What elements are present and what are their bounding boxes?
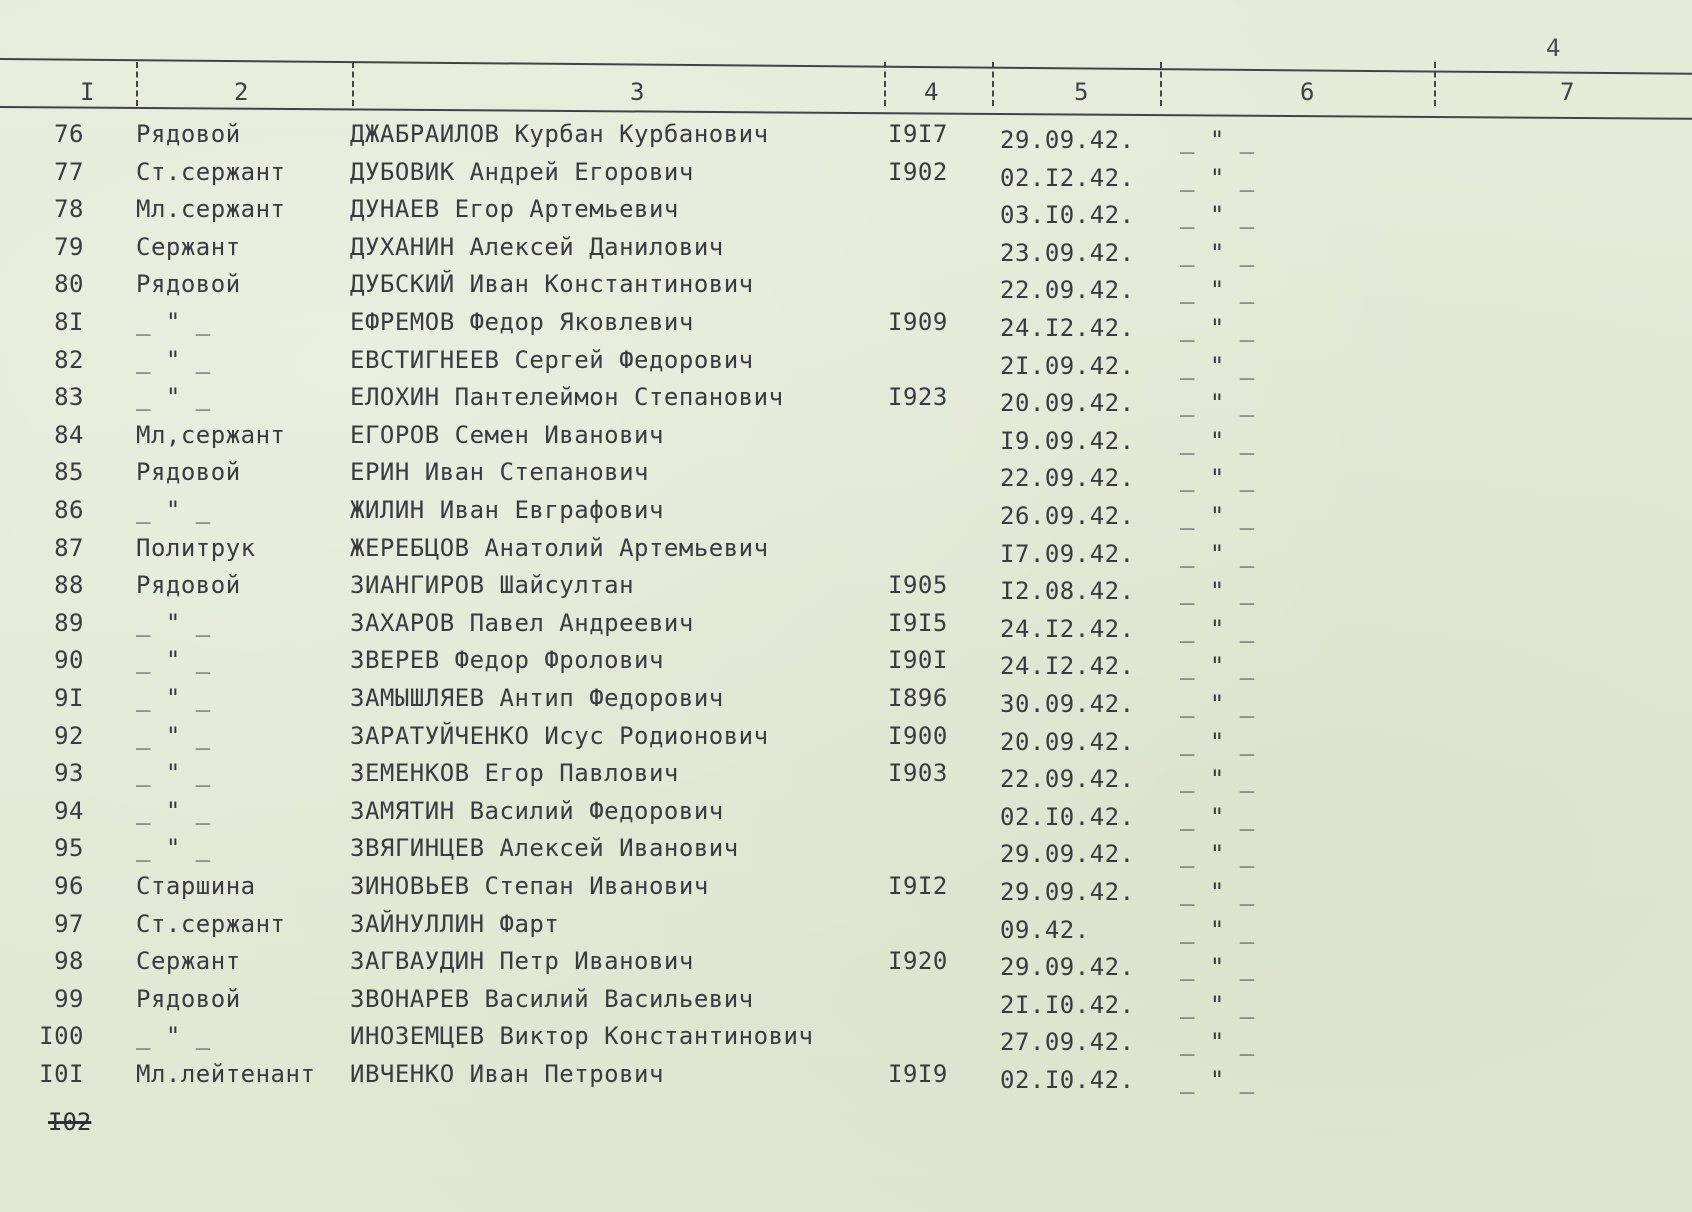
row-full-name: ЖИЛИН Иван Евграфович <box>350 496 664 524</box>
row-rank: _ " _ <box>136 345 211 374</box>
row-number: 85 <box>54 458 84 487</box>
row-date: 24.I2.42. <box>1000 652 1135 681</box>
row-date: 22.09.42. <box>1000 276 1135 305</box>
row-date: 20.09.42. <box>1000 389 1135 418</box>
row-number: 8I <box>54 308 84 336</box>
row-date: I2.08.42. <box>1000 577 1135 606</box>
row-full-name: ЕВСТИГНЕЕВ Сергей Федорович <box>350 345 754 374</box>
row-number: 99 <box>54 984 84 1013</box>
row-rank: Политрук <box>136 533 256 562</box>
row-rank: Сержант <box>136 947 241 976</box>
row-col6-ditto: _ " _ <box>1180 351 1255 380</box>
row-col6-ditto: _ " _ <box>1180 126 1255 154</box>
row-birth-year: I920 <box>888 947 948 976</box>
column-header-3: 3 <box>630 78 645 106</box>
row-date: 29.09.42. <box>1000 840 1135 869</box>
row-number: 79 <box>54 232 84 261</box>
row-full-name: ЗАЙНУЛЛИН Фарт <box>350 909 560 938</box>
row-col6-ditto: _ " _ <box>1180 389 1255 418</box>
row-col6-ditto: _ " _ <box>1180 953 1255 982</box>
row-col6-ditto: _ " _ <box>1180 502 1255 530</box>
row-number: 88 <box>54 571 84 600</box>
row-col6-ditto: _ " _ <box>1180 163 1255 192</box>
row-col6-ditto: _ " _ <box>1180 464 1255 493</box>
row-number: 89 <box>54 608 84 637</box>
row-number: 76 <box>54 120 84 148</box>
page-number: 4 <box>1546 34 1561 62</box>
row-birth-year: I923 <box>888 383 948 412</box>
row-full-name: ИНОЗЕМЦЕВ Виктор Константинович <box>350 1022 814 1051</box>
row-date: 02.I2.42. <box>1000 163 1135 192</box>
column-separator <box>884 62 888 106</box>
row-rank: Рядовой <box>136 458 241 487</box>
row-full-name: ДУНАЕВ Егор Артемьевич <box>350 195 679 224</box>
row-full-name: ЕРИН Иван Степанович <box>350 458 649 487</box>
row-birth-year: I900 <box>888 721 948 750</box>
header-rule-top <box>0 58 1692 75</box>
row-col6-ditto: _ " _ <box>1180 765 1255 794</box>
row-number: 78 <box>54 195 84 224</box>
row-full-name: ЗВЯГИНЦЕВ Алексей Иванович <box>350 834 739 863</box>
row-number: 84 <box>54 420 84 449</box>
row-birth-year: I896 <box>888 684 948 712</box>
row-number: 82 <box>54 345 84 374</box>
row-date: I9.09.42. <box>1000 426 1135 455</box>
row-rank: _ " _ <box>136 383 211 412</box>
row-number: 92 <box>54 721 84 750</box>
row-birth-year: I902 <box>888 157 948 186</box>
row-rank: Мл.сержант <box>136 195 286 224</box>
row-number: I00 <box>39 1022 84 1051</box>
column-separator <box>1434 62 1438 106</box>
row-col6-ditto: _ " _ <box>1180 1066 1255 1094</box>
column-header-7: 7 <box>1560 78 1575 106</box>
row-birth-year: I9I7 <box>888 120 948 148</box>
row-number: I0I <box>39 1060 84 1088</box>
struck-entry-number: I02 <box>48 1108 92 1136</box>
row-full-name: ЗАРАТУЙЧЕНКО Исус Родионович <box>350 721 769 750</box>
row-rank: _ " _ <box>136 759 211 788</box>
row-col6-ditto: _ " _ <box>1180 201 1255 230</box>
row-col6-ditto: _ " _ <box>1180 727 1255 756</box>
row-col6-ditto: _ " _ <box>1180 878 1255 906</box>
row-col6-ditto: _ " _ <box>1180 990 1255 1019</box>
row-full-name: ДЖАБРАИЛОВ Курбан Курбанович <box>350 120 769 148</box>
row-full-name: ИВЧЕНКО Иван Петрович <box>350 1060 664 1088</box>
column-header-2: 2 <box>234 78 249 106</box>
header-rule-bottom <box>0 106 1692 120</box>
row-col6-ditto: _ " _ <box>1180 652 1255 681</box>
row-rank: _ " _ <box>136 646 211 675</box>
row-col6-ditto: _ " _ <box>1180 1028 1255 1057</box>
row-birth-year: I9I9 <box>888 1060 948 1088</box>
row-date: 26.09.42. <box>1000 502 1135 530</box>
row-full-name: ЗАМЫШЛЯЕВ Антип Федорович <box>350 684 724 712</box>
row-date: 29.09.42. <box>1000 878 1135 906</box>
row-rank: _ " _ <box>136 721 211 750</box>
row-col6-ditto: _ " _ <box>1180 840 1255 869</box>
row-date: 03.I0.42. <box>1000 201 1135 230</box>
row-date: 09.42. <box>1000 915 1090 944</box>
row-full-name: ЕГОРОВ Семен Иванович <box>350 420 664 449</box>
row-birth-year: I909 <box>888 308 948 336</box>
row-date: 02.I0.42. <box>1000 802 1135 831</box>
column-separator <box>1160 62 1164 106</box>
row-date: 2I.09.42. <box>1000 351 1135 380</box>
row-full-name: ЗИАНГИРОВ Шайсултан <box>350 571 635 600</box>
row-rank: _ " _ <box>136 496 211 524</box>
row-rank: _ " _ <box>136 308 211 336</box>
row-col6-ditto: _ " _ <box>1180 802 1255 831</box>
column-separator <box>136 62 140 106</box>
row-number: 80 <box>54 270 84 299</box>
row-date: 02.I0.42. <box>1000 1066 1135 1094</box>
row-rank: _ " _ <box>136 834 211 863</box>
row-birth-year: I9I5 <box>888 608 948 637</box>
row-col6-ditto: _ " _ <box>1180 314 1255 342</box>
row-date: I7.09.42. <box>1000 539 1135 568</box>
row-date: 23.09.42. <box>1000 238 1135 267</box>
row-date: 24.I2.42. <box>1000 614 1135 643</box>
column-separator <box>992 62 996 106</box>
row-date: 2I.I0.42. <box>1000 990 1135 1019</box>
row-date: 22.09.42. <box>1000 464 1135 493</box>
row-number: 98 <box>54 947 84 976</box>
row-number: 87 <box>54 533 84 562</box>
row-birth-year: I9I2 <box>888 872 948 900</box>
row-number: 93 <box>54 759 84 788</box>
row-rank: Ст.сержант <box>136 157 286 186</box>
row-full-name: ЗИНОВЬЕВ Степан Иванович <box>350 872 709 900</box>
row-full-name: ДУБОВИК Андрей Егорович <box>350 157 694 186</box>
row-col6-ditto: _ " _ <box>1180 614 1255 643</box>
row-rank: Старшина <box>136 872 256 900</box>
row-number: 97 <box>54 909 84 938</box>
column-separator <box>352 62 356 106</box>
row-birth-year: I903 <box>888 759 948 788</box>
row-rank: Мл.лейтенант <box>136 1060 316 1088</box>
row-col6-ditto: _ " _ <box>1180 539 1255 568</box>
row-full-name: ЗАМЯТИН Василий Федорович <box>350 796 724 825</box>
row-rank: Ст.сержант <box>136 909 286 938</box>
column-header-4: 4 <box>924 78 939 106</box>
row-col6-ditto: _ " _ <box>1180 238 1255 267</box>
row-number: 77 <box>54 157 84 186</box>
row-rank: Сержант <box>136 232 241 261</box>
row-rank: _ " _ <box>136 796 211 825</box>
column-header-6: 6 <box>1300 78 1315 106</box>
row-full-name: ЖЕРЕБЦОВ Анатолий Артемьевич <box>350 533 769 562</box>
row-col6-ditto: _ " _ <box>1180 276 1255 305</box>
row-date: 29.09.42. <box>1000 953 1135 982</box>
row-col6-ditto: _ " _ <box>1180 577 1255 606</box>
row-date: 22.09.42. <box>1000 765 1135 794</box>
row-number: 83 <box>54 383 84 412</box>
row-date: 20.09.42. <box>1000 727 1135 756</box>
row-full-name: ДУХАНИН Алексей Данилович <box>350 232 724 261</box>
row-rank: Мл,сержант <box>136 420 286 449</box>
row-rank: _ " _ <box>136 684 211 712</box>
row-full-name: ДУБСКИЙ Иван Константинович <box>350 270 754 299</box>
row-rank: Рядовой <box>136 571 241 600</box>
row-col6-ditto: _ " _ <box>1180 915 1255 944</box>
row-number: 95 <box>54 834 84 863</box>
row-col6-ditto: _ " _ <box>1180 426 1255 455</box>
column-header-5: 5 <box>1074 78 1089 106</box>
row-rank: Рядовой <box>136 984 241 1013</box>
row-rank: _ " _ <box>136 1022 211 1051</box>
row-date: 29.09.42. <box>1000 126 1135 154</box>
row-col6-ditto: _ " _ <box>1180 690 1255 718</box>
row-number: 90 <box>54 646 84 675</box>
row-rank: _ " _ <box>136 608 211 637</box>
row-number: 86 <box>54 496 84 524</box>
row-full-name: ЗВЕРЕВ Федор Фролович <box>350 646 664 675</box>
row-birth-year: I905 <box>888 571 948 600</box>
row-full-name: ЗАХАРОВ Павел Андреевич <box>350 608 694 637</box>
row-number: 94 <box>54 796 84 825</box>
row-full-name: ЗАГВАУДИН Петр Иванович <box>350 947 694 976</box>
column-header-1: I <box>80 78 95 106</box>
row-date: 30.09.42. <box>1000 690 1135 718</box>
row-full-name: ЕЛОХИН Пантелеймон Степанович <box>350 383 784 412</box>
row-full-name: ЗВОНАРЕВ Василий Васильевич <box>350 984 754 1013</box>
row-date: 24.I2.42. <box>1000 314 1135 342</box>
row-full-name: ЗЕМЕНКОВ Егор Павлович <box>350 759 679 788</box>
row-full-name: ЕФРЕМОВ Федор Яковлевич <box>350 308 694 336</box>
row-number: 96 <box>54 872 84 900</box>
row-rank: Рядовой <box>136 270 241 299</box>
row-date: 27.09.42. <box>1000 1028 1135 1057</box>
row-rank: Рядовой <box>136 120 241 148</box>
row-number: 9I <box>54 684 84 712</box>
row-birth-year: I90I <box>888 646 948 675</box>
